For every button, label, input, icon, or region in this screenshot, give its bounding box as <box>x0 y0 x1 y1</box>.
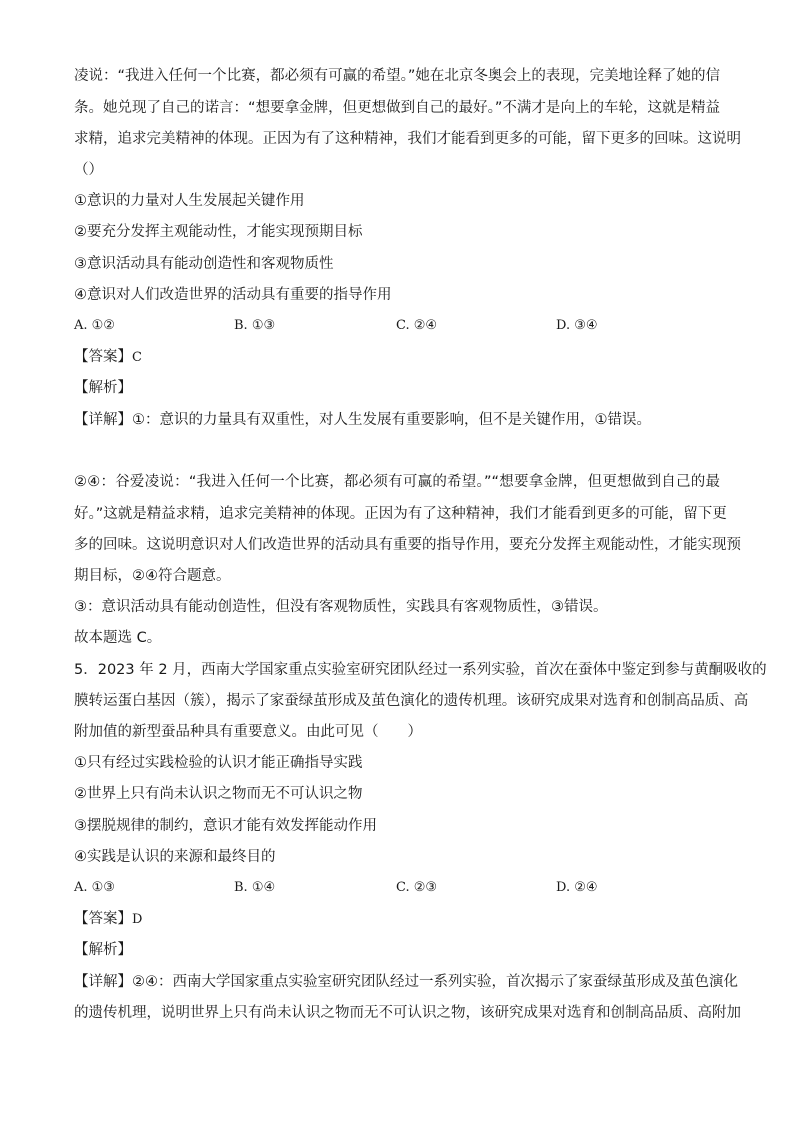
q4-answer <box>74 347 142 368</box>
q4-option-d: D. ③④ <box>556 318 598 333</box>
q4-option-c: C. ②④ <box>396 318 438 333</box>
q5-option-b: B. ①④ <box>234 880 276 895</box>
q4-conclusion: 故本题选 C。 <box>74 630 162 646</box>
q4-stem-line-2: 条。她兑现了自己的诺言：“想要拿金牌，但更想做到自己的最好。”不满才是向上的车轮，这就是精益 <box>74 100 720 116</box>
q5-analysis-label: 【解析】 <box>74 942 132 958</box>
q5-detail-line-2: 的遗传机理，说明世界上只有尚未认识之物而无不可认识之物，该研究成果对选育和创制高品质、高附加 <box>74 1005 741 1021</box>
answer-value: C <box>132 350 142 365</box>
q5-option-a: A. ①③ <box>74 880 115 895</box>
q5-stem-line-2: 膜转运蛋白基因（簇），揭示了家蚕绿茧形成及茧色演化的遗传机理。该研究成果对选育和创制高品质、高 <box>74 693 749 709</box>
q4-option-a: A. ①② <box>74 318 115 333</box>
q4-detail-line-4: 期目标，②④符合题意。 <box>74 568 231 584</box>
q5-statement-2: ②世界上只有尚未认识之物而无不可认识之物 <box>74 786 363 802</box>
q5-detail-line-1 <box>74 972 738 992</box>
q4-stem-line-3: 求精，追求完美精神的体现。正因为有了这种精神，我们才能看到更多的可能，留下更多的回味。这说明 <box>74 131 741 147</box>
q4-stem-line-4: （） <box>74 162 103 178</box>
q5-option-c: C. ②③ <box>396 880 438 895</box>
q5-statement-4: ④实践是认识的来源和最终目的 <box>74 849 276 865</box>
q4-statement-1: ①意识的力量对人生发展起关键作用 <box>74 193 305 209</box>
q5-stem-line-3: 附加值的新型蚕品种具有重要意义。由此可见（ ） <box>74 724 422 740</box>
q4-detail-line-5: ③：意识活动具有能动创造性，但没有客观物质性，实践具有客观物质性，③错误。 <box>74 599 608 615</box>
q4-analysis-label: 【解析】 <box>74 380 132 396</box>
q4-statement-4: ④意识对人们改造世界的活动具有重要的指导作用 <box>74 287 392 303</box>
detail-label: 【详解】 <box>74 974 132 990</box>
q4-option-b: B. ①③ <box>234 318 276 333</box>
q5-option-d: D. ②④ <box>556 880 598 895</box>
q5-answer <box>74 909 142 930</box>
answer-label: 【答案】 <box>74 349 132 365</box>
q5-statement-3: ③摆脱规律的制约，意识才能有效发挥能动作用 <box>74 818 377 834</box>
detail-text: ②④：西南大学国家重点实验室研究团队经过一系列实验，首次揭示了家蚕绿茧形成及茧色演化 <box>132 974 738 990</box>
q4-detail-first <box>74 410 651 430</box>
q4-detail-line-2: 好。”这就是精益求精，追求完美精神的体现。正因为有了这种精神，我们才能看到更多的可能，留下更 <box>74 506 727 522</box>
answer-label: 【答案】 <box>74 911 132 927</box>
detail-label: 【详解】 <box>74 412 132 428</box>
q4-statement-2: ②要充分发挥主观能动性，才能实现预期目标 <box>74 224 363 240</box>
q4-detail-line-1: ②④：谷爱凌说：“我进入任何一个比赛，都必须有可赢的希望。”“想要拿金牌，但更想做到自己的最 <box>74 474 720 490</box>
answer-value: D <box>132 912 143 927</box>
detail-text: ①：意识的力量具有双重性，对人生发展有重要影响，但不是关键作用，①错误。 <box>132 412 651 428</box>
q4-stem-line-1: 凌说：“我进入任何一个比赛，都必须有可赢的希望。”她在北京冬奥会上的表现，完美地诠释了她的信 <box>74 68 720 84</box>
q5-stem-line-1: 5．2023 年 2 月，西南大学国家重点实验室研究团队经过一系列实验，首次在蚕体中鉴定到参与黄酮吸收的 <box>74 662 767 678</box>
q5-statement-1: ①只有经过实践检验的认识才能正确指导实践 <box>74 755 363 771</box>
q4-statement-3: ③意识活动具有能动创造性和客观物质性 <box>74 256 334 272</box>
q4-detail-line-3: 多的回味。这说明意识对人们改造世界的活动具有重要的指导作用，要充分发挥主观能动性，才能实现预 <box>74 537 741 553</box>
